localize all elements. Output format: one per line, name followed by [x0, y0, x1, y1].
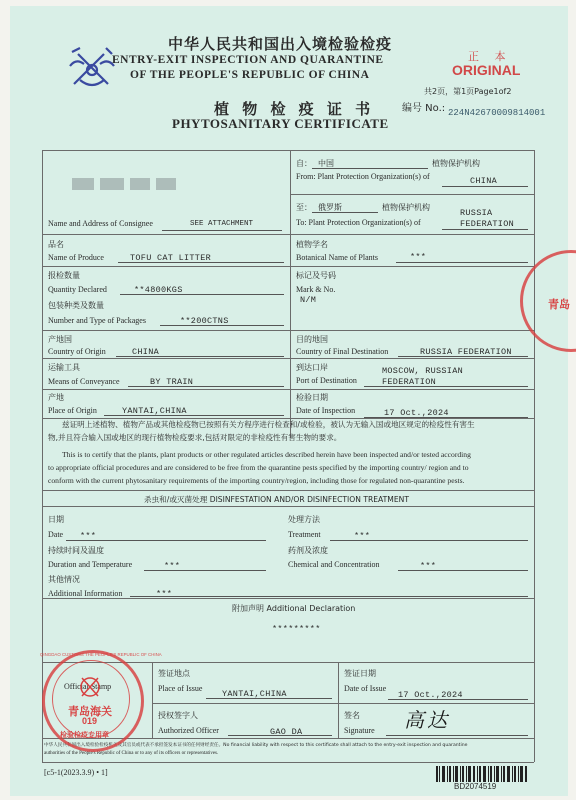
statement-en-2: to appropriate official procedures and are considered to be free from the quarantine pests specified by the importing country/ region and to [48, 463, 469, 472]
place-label: Place of Origin [48, 406, 97, 415]
issue-date-cn: 签证日期 [344, 669, 376, 678]
additional-info-value: *** [156, 589, 173, 599]
entry-underline [364, 386, 528, 387]
authority-name-cn: 中华人民共和国出入境检验检疫 [168, 35, 393, 53]
origin-label: Country of Origin [48, 347, 106, 356]
packages-label: Number and Type of Packages [48, 316, 146, 325]
from-country-en: CHINA [470, 176, 498, 186]
duration-value: *** [164, 561, 181, 571]
officer-underline [228, 735, 332, 736]
place-value: YANTAI,CHINA [122, 406, 187, 416]
row-divider [290, 194, 534, 195]
ciq-emblem-icon [66, 44, 118, 94]
barcode-icon [436, 766, 528, 782]
statement-en-1: This is to certify that the plants, plant products or other regulated articles described herein have been inspected and/or tested according [62, 450, 471, 459]
issue-place-underline [206, 698, 332, 699]
inspection-label-cn: 检验日期 [296, 393, 328, 402]
liability-statement-2: authorities of the People's Republic of China or to any of its officers or representatives. [44, 751, 219, 756]
botanical-value: *** [410, 252, 427, 262]
entry-value-line1: MOSCOW, RUSSIAN [382, 366, 464, 376]
issue-date-underline [388, 699, 528, 700]
statement-cn-1: 兹证明上述植物、植物产品或其他检疫物已按照有关方程序进行检查和/或检验，被认为无输入国或地区规定的检疫性有害生 [62, 420, 475, 429]
destination-underline [398, 356, 528, 357]
statement-en-3: conform with the current phytosanitary requirements of the importing country/region, including those for regulated non-quarantine pests. [48, 476, 465, 485]
entry-label: Port of Destination [296, 376, 357, 385]
form-border [42, 150, 534, 151]
quantity-underline [120, 294, 284, 295]
issue-date-label: Date of Issue [344, 684, 387, 693]
certificate-number: 224N42670009814001 [448, 108, 546, 118]
signature-value: 高达 [404, 708, 450, 732]
redacted-consignor [130, 178, 150, 190]
mark-label: Mark & No. [296, 285, 336, 294]
from-org-cn: 植物保护机构 [432, 159, 480, 168]
row-divider [152, 703, 534, 704]
row-divider [42, 358, 534, 359]
customs-emblem-icon [74, 674, 106, 700]
row-divider [42, 266, 534, 267]
packages-value: **200CTNS [180, 316, 229, 326]
officer-label: Authorized Officer [158, 726, 219, 735]
from-label-en: From: Plant Protection Organization(s) of [296, 172, 430, 181]
consignee-label: Name and Address of Consignee [48, 219, 153, 228]
consignee-value: SEE ATTACHMENT [190, 220, 254, 228]
certificate-title-cn: 植 物 检 疫 证 书 [214, 100, 375, 118]
duration-cn: 持续时间及温度 [48, 546, 104, 555]
serial-label: 编号 No.: [402, 103, 446, 114]
page-count: 共2页，第1页Page1of2 [424, 87, 512, 96]
produce-underline [118, 262, 284, 263]
redacted-consignor [156, 178, 176, 190]
to-country-cn: 俄罗斯 [318, 203, 342, 212]
destination-label: Country of Final Destination [296, 347, 389, 356]
issue-date-value: 17 Oct.,2024 [398, 690, 463, 700]
produce-label: Name of Produce [48, 253, 104, 262]
treatment-date-cn: 日期 [48, 515, 64, 524]
customs-seal-left-bottom: 检验检疫专用章 [60, 731, 109, 739]
form-code: [c5-1(2023.3.9) • 1] [44, 768, 108, 777]
botanical-label-cn: 植物学名 [296, 240, 328, 249]
to-country-en-line2: FEDERATION [460, 219, 515, 229]
row-divider [42, 598, 534, 599]
to-country-en-line1: RUSSIA [460, 208, 493, 218]
redacted-consignor [100, 178, 124, 190]
officer-cn: 授权签字人 [158, 711, 198, 720]
from-country-cn: 中国 [318, 159, 334, 168]
duration-label: Duration and Temperature [48, 560, 133, 569]
authority-name-en-line1: ENTRY-EXIT INSPECTION AND QUARANTINE [112, 54, 384, 66]
row-divider [42, 330, 534, 331]
row-divider [42, 389, 534, 390]
official-stamp-label: Official Stamp [64, 682, 112, 691]
produce-value: TOFU CAT LITTER [130, 253, 212, 263]
row-divider [42, 234, 534, 235]
to-country-en-underline [442, 229, 528, 230]
column-divider [152, 662, 153, 738]
treatment-method-value: *** [354, 531, 371, 541]
row-divider [42, 490, 534, 491]
customs-seal-left-center: 青岛海关 [68, 705, 112, 718]
barcode-number: BD2074519 [454, 782, 497, 791]
customs-seal-left-ring-text: QINGDAO CUSTOMS THE PEOPLE'S REPUBLIC OF CHINA [40, 652, 162, 657]
treatment-method-label: Treatment [288, 530, 321, 539]
treatment-heading: 杀虫和/或灭菌处理 DISINFESTATION AND/OR DISINFECTION TREATMENT [144, 495, 409, 504]
chemical-label: Chemical and Concentration [288, 560, 380, 569]
additional-info-underline [130, 596, 528, 597]
conveyance-value: BY TRAIN [150, 377, 194, 387]
certificate-title-en: PHYTOSANITARY CERTIFICATE [172, 116, 389, 131]
place-label-cn: 产地 [48, 393, 64, 402]
botanical-underline [396, 262, 528, 263]
mark-value: N/M [300, 295, 317, 305]
mark-label-cn: 标记及号码 [296, 271, 336, 280]
conveyance-label-cn: 运输工具 [48, 363, 80, 372]
treatment-method-underline [330, 540, 528, 541]
form-border [534, 150, 535, 762]
consignee-underline [162, 230, 282, 231]
original-mark-cn: 正 本 [468, 50, 512, 63]
packages-underline [160, 325, 284, 326]
treatment-date-value: *** [80, 531, 97, 541]
duration-underline [144, 570, 266, 571]
to-country-cn-underline [312, 212, 378, 213]
liability-statement: 中华人民共和国出入境检验检疫机关及其官员或代表不承担签发本证书的任何财经责任。No financial liability with respect to this certificate shall attach to the entry-exit inspection and quarantine [44, 743, 468, 748]
conveyance-label: Means of Conveyance [48, 377, 120, 386]
customs-seal-right-center: 青岛 [548, 298, 570, 311]
quantity-label: Quantity Declared [48, 285, 107, 294]
from-country-cn-underline [312, 168, 428, 169]
signature-cn: 签名 [344, 711, 360, 720]
authority-name-en-line2: OF THE PEOPLE'S REPUBLIC OF CHINA [130, 69, 370, 81]
to-label-en: To: Plant Protection Organization(s) of [296, 218, 421, 227]
botanical-label: Botanical Name of Plants [296, 253, 378, 262]
entry-value-line2: FEDERATION [382, 377, 437, 387]
quantity-label-cn: 报检数量 [48, 271, 80, 280]
column-divider [338, 662, 339, 738]
treatment-date-label: Date [48, 530, 64, 539]
declaration-value: ********* [272, 624, 321, 634]
signature-label: Signature [344, 726, 375, 735]
customs-seal-left-number: 019 [82, 716, 98, 726]
additional-info-label: Additional Information [48, 589, 123, 598]
treatment-date-underline [66, 540, 266, 541]
place-underline [104, 415, 284, 416]
original-mark-en: ORIGINAL [452, 62, 521, 78]
produce-label-cn: 品名 [48, 240, 64, 249]
to-org-cn: 植物保护机构 [382, 203, 430, 212]
chemical-value: *** [420, 561, 437, 571]
statement-cn-2: 物,并且符合输入国或地区的现行植物检疫要求,包括对限定的非检疫性有害生物的要求。 [48, 433, 342, 442]
issue-place-label: Place of Issue [158, 684, 203, 693]
declaration-heading: 附加声明 Additional Declaration [232, 604, 356, 613]
row-divider [42, 506, 534, 507]
origin-label-cn: 产地国 [48, 335, 72, 344]
destination-value: RUSSIA FEDERATION [420, 347, 512, 357]
inspection-value: 17 Oct.,2024 [384, 408, 449, 418]
chemical-cn: 药剂及浓度 [288, 546, 328, 555]
officer-value: GAO DA [270, 727, 303, 737]
entry-label-cn: 到达口岸 [296, 363, 328, 372]
treatment-method-cn: 处理方法 [288, 515, 320, 524]
issue-place-value: YANTAI,CHINA [222, 689, 287, 699]
chemical-underline [398, 570, 528, 571]
to-label-cn: 至： [296, 203, 312, 212]
form-border [42, 762, 534, 763]
redacted-consignor [72, 178, 94, 190]
origin-value: CHINA [132, 347, 160, 357]
packages-label-cn: 包装种类及数量 [48, 301, 104, 310]
form-border [42, 150, 43, 762]
from-country-en-underline [442, 186, 528, 187]
origin-underline [116, 356, 284, 357]
destination-label-cn: 目的地国 [296, 335, 328, 344]
conveyance-underline [128, 386, 284, 387]
from-label-cn: 自： [296, 159, 312, 168]
inspection-label: Date of Inspection [296, 406, 356, 415]
signature-underline [386, 735, 528, 736]
issue-place-cn: 签证地点 [158, 669, 190, 678]
inspection-underline [364, 417, 528, 418]
quantity-value: **4800KGS [134, 285, 183, 295]
additional-info-cn: 其他情况 [48, 575, 80, 584]
